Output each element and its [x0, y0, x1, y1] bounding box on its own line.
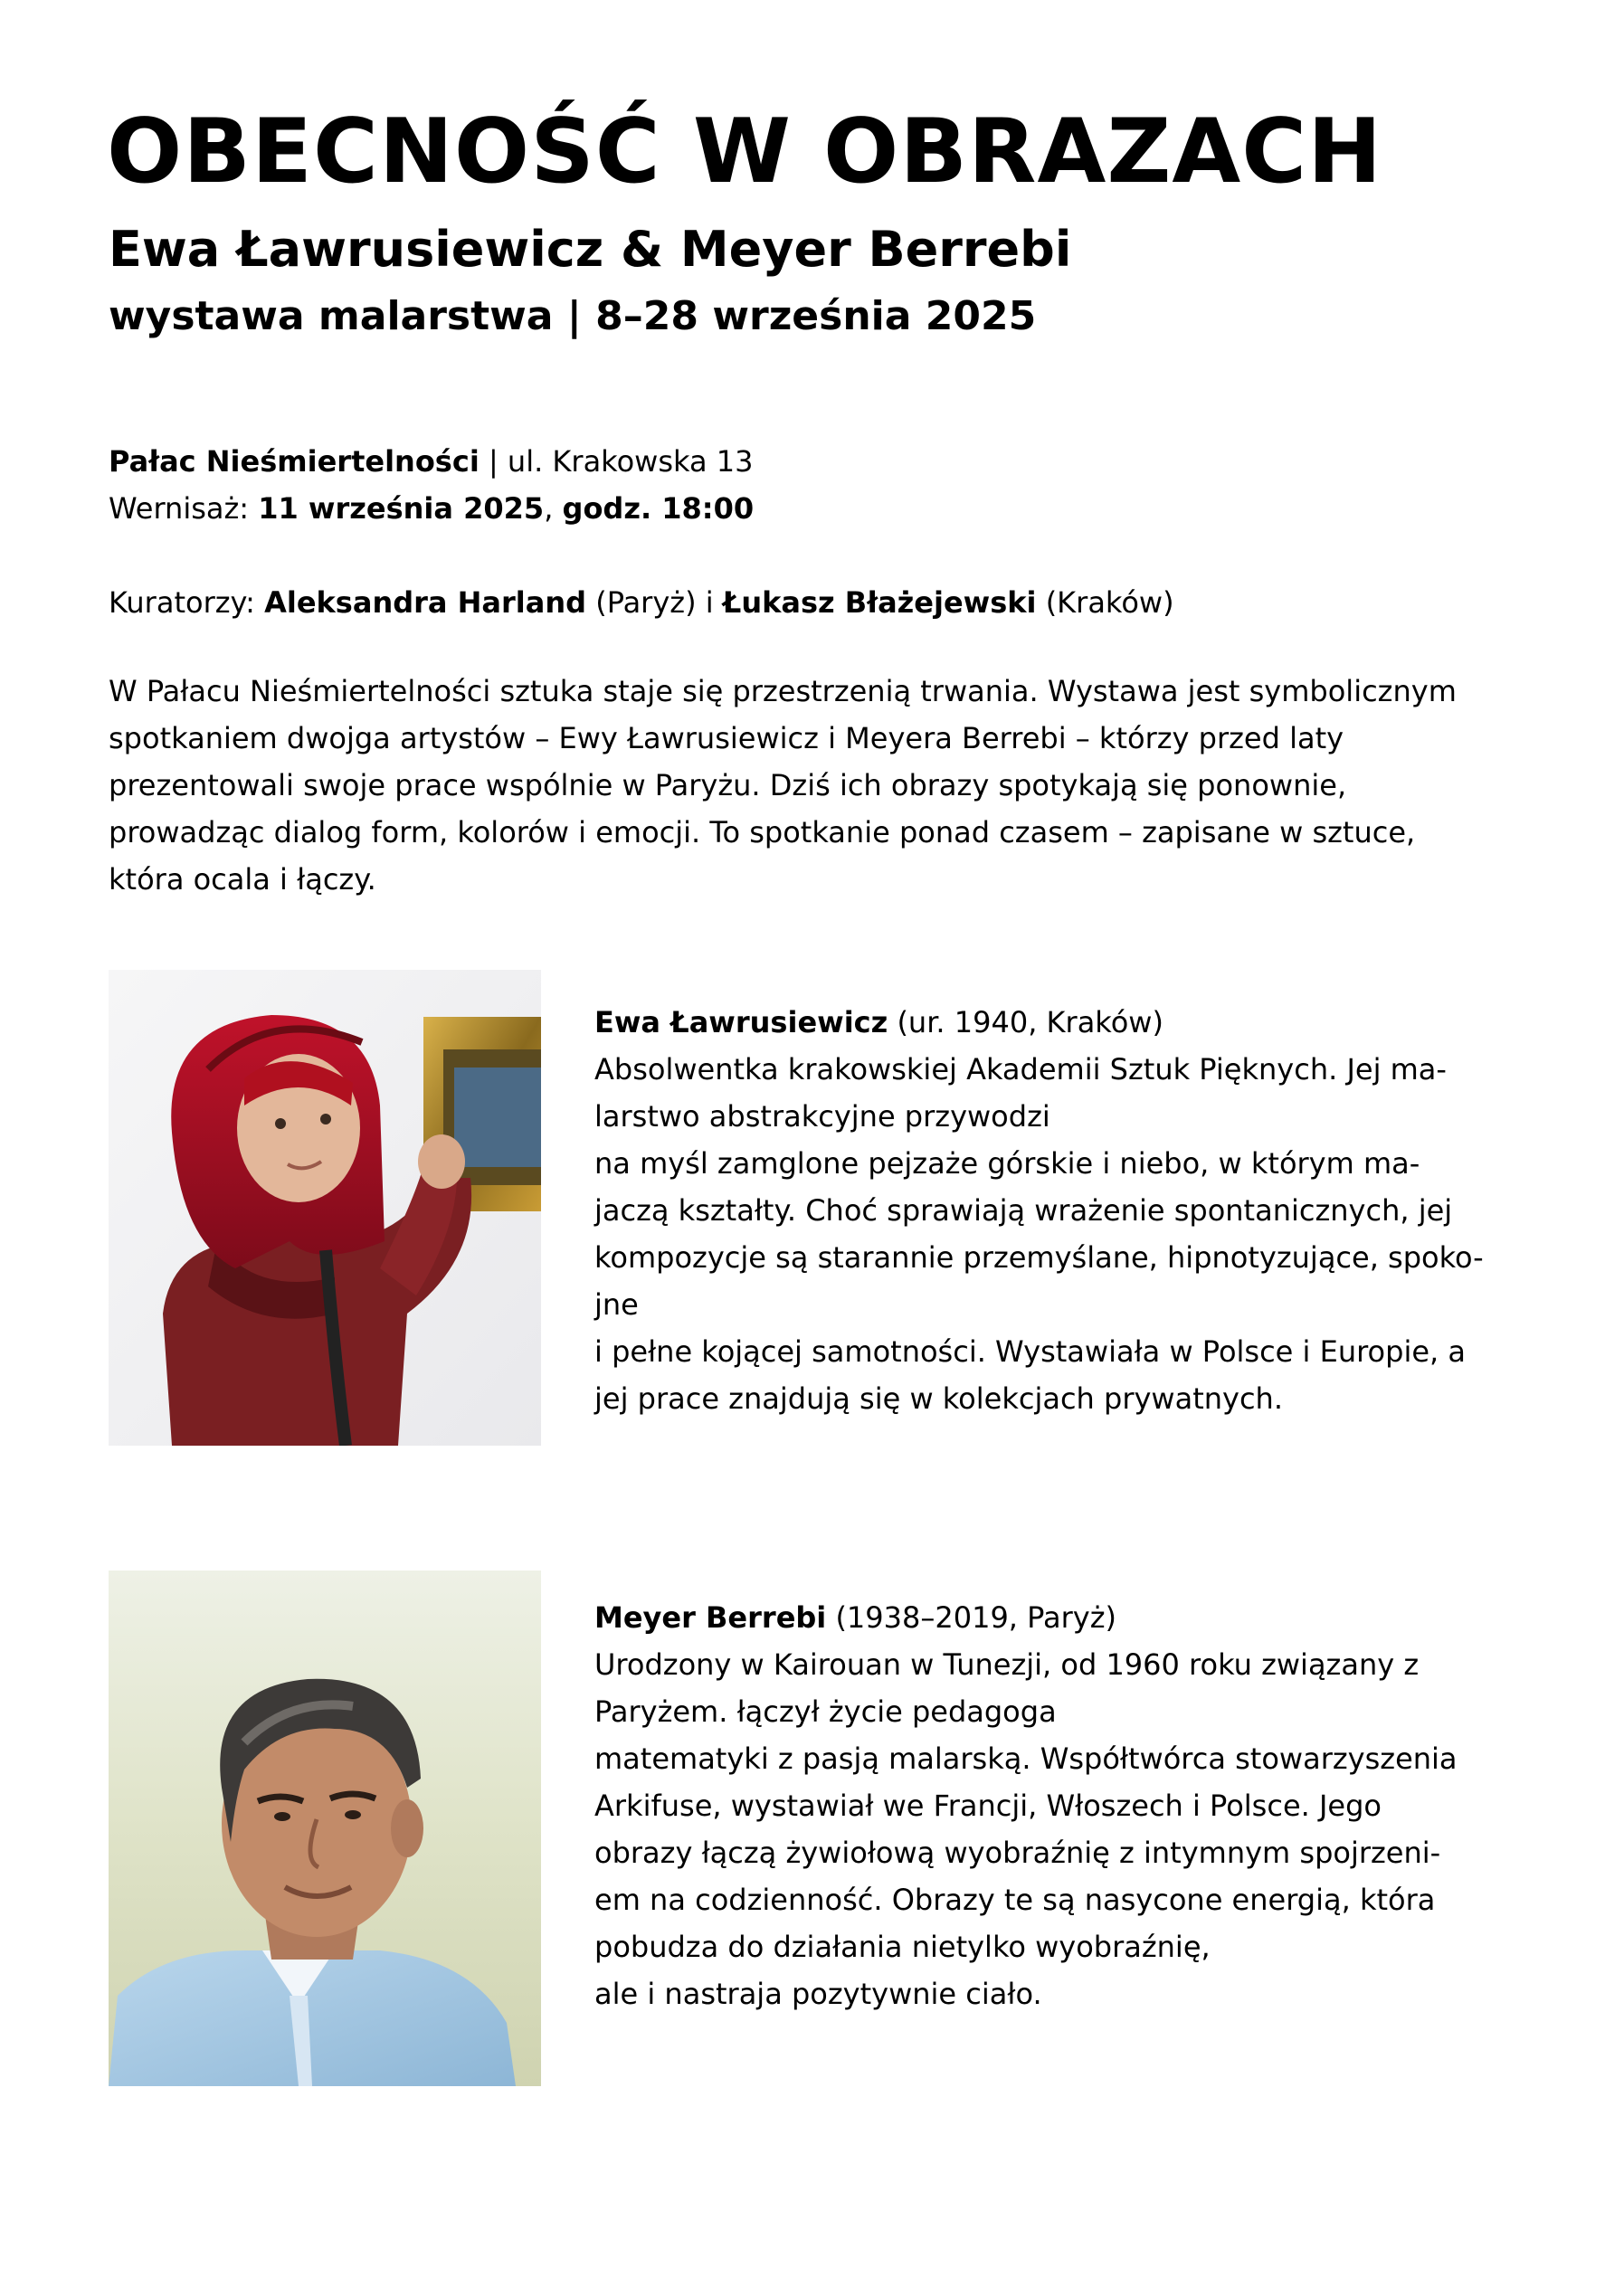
artist-bio-meyer [594, 1594, 1581, 2017]
intro-line: prezentowali swoje prace wspólnie w Paryżu. Dziś ich obrazy spotykają się ponownie, [109, 768, 1347, 802]
artist-header [594, 999, 1581, 1046]
curator-name: Aleksandra Harland [264, 585, 587, 620]
bio-line: i pełne kojącej samotności. Wystawiała w Polsce i Europie, a [594, 1334, 1466, 1369]
bio-line: jej prace znajdują się w kolekcjach prywatnych. [594, 1381, 1283, 1416]
bio-line: obrazy łączą żywiołową wyobraźnię z intymnym spojrzeni- [594, 1836, 1441, 1870]
artist-photo-ewa [109, 970, 541, 1446]
bio-line: jaczą kształty. Choć sprawiają wrażenie spontanicznych, jej [594, 1193, 1453, 1228]
intro-line: która ocala i łączy. [109, 862, 376, 897]
bio-line: pobudza do działania nietylko wyobraźnię, [594, 1930, 1211, 1964]
opening-time: godz. 18:00 [562, 491, 755, 526]
bio-line: larstwo abstrakcyjne przywodzi [594, 1099, 1050, 1134]
opening-label: Wernisaż: [109, 491, 259, 526]
curators-label: Kuratorzy: [109, 585, 265, 620]
venue-separator: | [479, 444, 508, 479]
curator-name: Łukasz Błażejewski [722, 585, 1037, 620]
intro-line: W Pałacu Nieśmiertelności sztuka staje się przestrzenią trwania. Wystawa jest symbolicznym [109, 674, 1457, 708]
intro-paragraph [109, 668, 1457, 903]
intro-line: prowadząc dialog form, kolorów i emocji. To spotkanie ponad czasem – zapisane w sztuce, [109, 815, 1416, 849]
bio-line: jne [594, 1287, 639, 1322]
artist-meta: (1938–2019, Paryż) [826, 1600, 1116, 1635]
artist-bio-ewa [594, 999, 1581, 1422]
bio-line: matematyki z pasją malarską. Współtwórca stowarzyszenia [594, 1741, 1458, 1776]
bio-line: Paryżem. łączył życie pedagoga [594, 1694, 1057, 1729]
exhibition-dates: wystawa malarstwa | 8–28 września 2025 [109, 293, 1037, 339]
artist-name: Meyer Berrebi [594, 1600, 827, 1635]
artist-name: Ewa Ławrusiewicz [594, 1005, 888, 1039]
artists-subtitle: Ewa Ławrusiewicz & Meyer Berrebi [109, 221, 1072, 278]
venue-info [109, 438, 754, 532]
bio-line: em na codzienność. Obrazy te są nasycone energią, która [594, 1883, 1436, 1917]
curator-city: (Paryż) i [586, 585, 723, 620]
artist-header [594, 1594, 1581, 1641]
bio-line: ale i nastraja pozytywnie ciało. [594, 1977, 1042, 2011]
venue-line [109, 438, 754, 485]
page-title: OBECNOŚĆ W OBRAZACH [107, 100, 1383, 204]
venue-name: Pałac Nieśmiertelności [109, 444, 480, 479]
venue-address: ul. Krakowska 13 [507, 444, 754, 479]
opening-line [109, 485, 754, 532]
artist-meta: (ur. 1940, Kraków) [888, 1005, 1163, 1039]
bio-line: Absolwentka krakowskiej Akademii Sztuk Pięknych. Jej ma- [594, 1052, 1447, 1087]
artist-photo-meyer [109, 1571, 541, 2086]
opening-sep: , [544, 491, 563, 526]
bio-line: kompozycje są starannie przemyślane, hipnotyzujące, spoko- [594, 1240, 1484, 1275]
opening-date: 11 września 2025 [258, 491, 545, 526]
bio-line: Urodzony w Kairouan w Tunezji, od 1960 roku związany z [594, 1647, 1420, 1682]
curator-city: (Kraków) [1036, 585, 1174, 620]
intro-line: spotkaniem dwojga artystów – Ewy Ławrusiewicz i Meyera Berrebi – którzy przed laty [109, 721, 1344, 755]
curators-line [109, 579, 1174, 626]
bio-line: Arkifuse, wystawiał we Francji, Włoszech i Polsce. Jego [594, 1789, 1382, 1823]
bio-line: na myśl zamglone pejzaże górskie i niebo, w którym ma- [594, 1146, 1420, 1181]
